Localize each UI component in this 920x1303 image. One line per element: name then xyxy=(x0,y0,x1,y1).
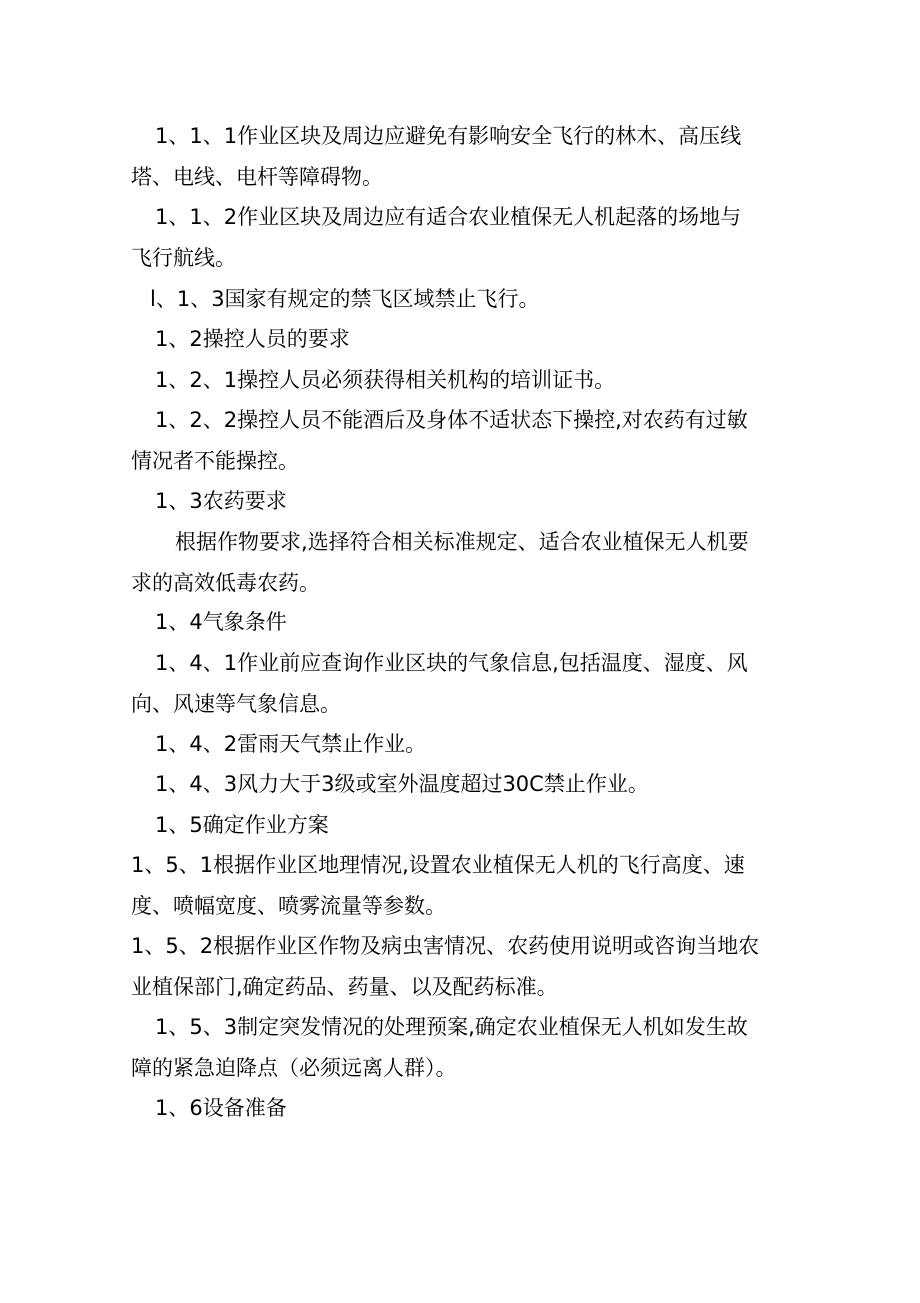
paragraph-1-2-2 xyxy=(0,400,920,481)
paragraph-line: 度、喷幅宽度、喷雾流量等参数。 xyxy=(131,893,446,918)
paragraph-1-1-3 xyxy=(0,279,920,320)
paragraph-line: 1、6设备准备 xyxy=(155,1096,287,1120)
paragraph-1-4-1 xyxy=(0,643,920,724)
paragraph-1-5-2 xyxy=(0,926,920,1007)
paragraph-line: 塔、电线、电杆等障碍物。 xyxy=(131,164,383,189)
paragraph-line: 业植保部门,确定药品、药量、以及配药标准。 xyxy=(131,974,558,999)
paragraph-line: 障的紧急迫降点（必须远离人群）。 xyxy=(131,1055,457,1080)
paragraph-line: 1、5、2根据作业区作物及病虫害情况、农药使用说明或咨询当地农 xyxy=(131,934,760,958)
paragraph-1-4-3 xyxy=(0,764,920,805)
paragraph-line: 1、4气象条件 xyxy=(155,610,287,634)
paragraph-line: 向、风速等气象信息。 xyxy=(131,691,341,716)
paragraph-line: l、1、3国家有规定的禁飞区域禁止飞行。 xyxy=(150,287,540,311)
section-heading-1-6 xyxy=(0,1088,920,1129)
paragraph-1-5-3 xyxy=(0,1007,920,1088)
section-heading-1-4 xyxy=(0,602,920,643)
paragraph-line: 1、5确定作业方案 xyxy=(155,813,329,837)
section-heading-1-2 xyxy=(0,319,920,360)
paragraph-line: 1、4、2雷雨天气禁止作业。 xyxy=(155,732,427,756)
paragraph-line: 1、3农药要求 xyxy=(155,489,287,513)
paragraph-line: 情况者不能操控。 xyxy=(131,448,299,473)
paragraph-line: 1、4、1作业前应查询作业区块的气象信息,包括温度、湿度、风 xyxy=(155,651,748,675)
paragraph-line: 1、1、2作业区块及周边应有适合农业植保无人机起落的场地与 xyxy=(155,205,742,229)
paragraph-line: 1、5、1根据作业区地理情况,设置农业植保无人机的飞行高度、速 xyxy=(131,853,745,877)
paragraph-1-5-1 xyxy=(0,845,920,926)
paragraph-line: 1、4、3风力大于3级或室外温度超过30C禁止作业。 xyxy=(155,772,649,796)
paragraph-line: 1、5、3制定突发情况的处理预案,确定农业植保无人机如发生故 xyxy=(155,1015,748,1039)
paragraph-line: 1、2、2操控人员不能酒后及身体不适状态下操控,对农药有过敏 xyxy=(155,408,748,432)
paragraph-1-1-2 xyxy=(0,197,920,278)
paragraph-line: 飞行航线。 xyxy=(131,245,236,270)
paragraph-1-1-1 xyxy=(0,116,920,197)
paragraph-line: 1、2操控人员的要求 xyxy=(155,327,350,351)
section-heading-1-3 xyxy=(0,481,920,522)
paragraph-1-4-2 xyxy=(0,724,920,765)
paragraph-line: 1、2、1操控人员必须获得相关机构的培训证书。 xyxy=(155,368,616,392)
paragraph-line: 1、1、1作业区块及周边应避免有影响安全飞行的林木、高压线 xyxy=(155,124,742,148)
paragraph-line: 根据作物要求,选择符合相关标准规定、适合农业植保无人机要 xyxy=(175,530,749,554)
section-heading-1-5 xyxy=(0,805,920,846)
paragraph-1-2-1 xyxy=(0,360,920,401)
paragraph-1-3-body xyxy=(0,522,920,603)
paragraph-line: 求的高效低毒农药。 xyxy=(131,570,320,595)
